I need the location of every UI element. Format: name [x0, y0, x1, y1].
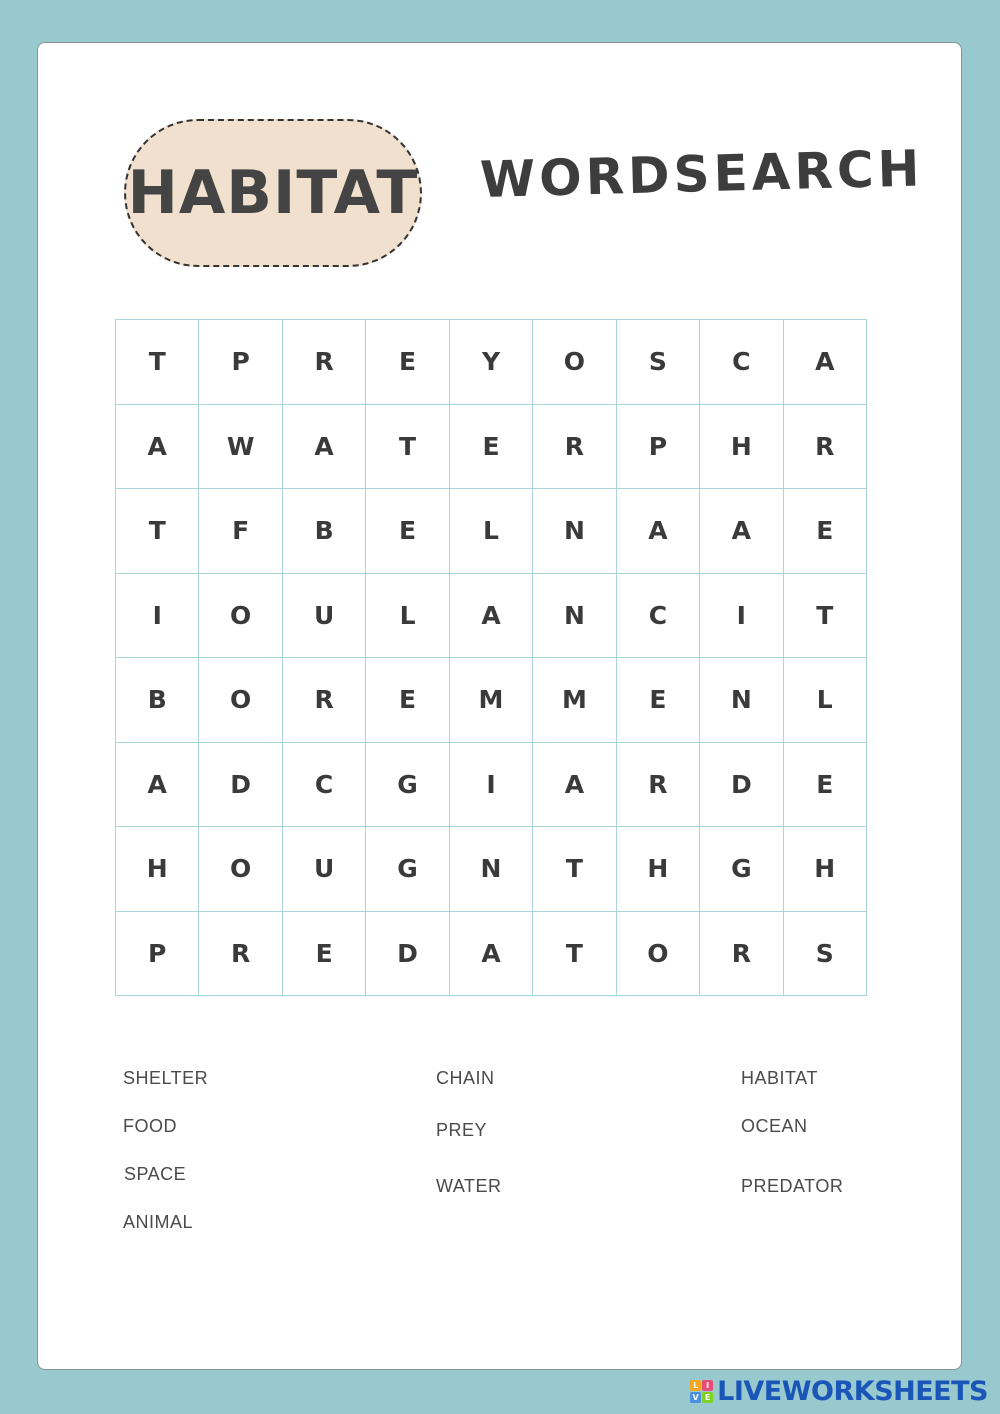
word-habitat: HABITAT — [741, 1068, 818, 1088]
grid-cell[interactable]: R — [784, 405, 867, 490]
title-badge — [124, 119, 422, 267]
wordsearch-grid — [115, 319, 867, 996]
worksheet-title: HABITAT — [127, 158, 419, 228]
grid-cell[interactable]: R — [617, 743, 700, 828]
grid-cell[interactable]: E — [784, 743, 867, 828]
grid-cell[interactable]: T — [784, 574, 867, 659]
grid-cell[interactable]: A — [450, 912, 533, 997]
grid-cell[interactable]: R — [283, 658, 366, 743]
grid-cell[interactable]: T — [116, 320, 199, 405]
grid-cell[interactable]: T — [366, 405, 449, 490]
grid-cell[interactable]: I — [450, 743, 533, 828]
grid-cell[interactable]: G — [700, 827, 783, 912]
worksheet-page — [37, 42, 962, 1370]
grid-cell[interactable]: A — [784, 320, 867, 405]
grid-cell[interactable]: T — [533, 827, 616, 912]
grid-cell[interactable]: I — [116, 574, 199, 659]
liveworksheets-badge-icon — [690, 1380, 713, 1403]
grid-cell[interactable]: C — [700, 320, 783, 405]
grid-cell[interactable]: M — [450, 658, 533, 743]
grid-cell[interactable]: G — [366, 827, 449, 912]
badge-letter: L — [690, 1380, 701, 1391]
grid-cell[interactable]: Y — [450, 320, 533, 405]
grid-cell[interactable]: C — [283, 743, 366, 828]
grid-cell[interactable]: E — [283, 912, 366, 997]
liveworksheets-logo[interactable] — [690, 1376, 988, 1407]
grid-cell[interactable]: S — [617, 320, 700, 405]
grid-cell[interactable]: N — [450, 827, 533, 912]
grid-cell[interactable]: F — [199, 489, 282, 574]
grid-cell[interactable]: P — [116, 912, 199, 997]
grid-cell[interactable]: E — [366, 658, 449, 743]
grid-cell[interactable]: T — [533, 912, 616, 997]
grid-cell[interactable]: L — [450, 489, 533, 574]
liveworksheets-brand: LIVEWORKSHEETS — [717, 1376, 988, 1407]
badge-letter: V — [690, 1392, 701, 1403]
grid-cell[interactable]: O — [199, 658, 282, 743]
word-ocean: OCEAN — [741, 1116, 808, 1136]
grid-cell[interactable]: A — [450, 574, 533, 659]
grid-cell[interactable]: U — [283, 574, 366, 659]
grid-cell[interactable]: L — [366, 574, 449, 659]
word-food: FOOD — [123, 1116, 177, 1136]
grid-cell[interactable]: O — [617, 912, 700, 997]
grid-cell[interactable]: A — [116, 405, 199, 490]
grid-cell[interactable]: D — [199, 743, 282, 828]
word-animal: ANIMAL — [123, 1212, 194, 1232]
word-water: WATER — [436, 1176, 502, 1196]
grid-cell[interactable]: P — [617, 405, 700, 490]
word-prey: PREY — [436, 1120, 488, 1140]
grid-cell[interactable]: S — [784, 912, 867, 997]
grid-cell[interactable]: R — [533, 405, 616, 490]
grid-cell[interactable]: G — [366, 743, 449, 828]
badge-letter: I — [702, 1380, 713, 1391]
grid-cell[interactable]: W — [199, 405, 282, 490]
grid-cell[interactable]: A — [700, 489, 783, 574]
grid-cell[interactable]: N — [533, 574, 616, 659]
grid-cell[interactable]: M — [533, 658, 616, 743]
grid-cell[interactable]: R — [283, 320, 366, 405]
grid-cell[interactable]: B — [283, 489, 366, 574]
grid-cell[interactable]: P — [199, 320, 282, 405]
word-predator: PREDATOR — [741, 1176, 844, 1196]
worksheet-subtitle: WORDSEARCH — [479, 139, 925, 209]
grid-cell[interactable]: U — [283, 827, 366, 912]
grid-cell[interactable]: I — [700, 574, 783, 659]
grid-cell[interactable]: E — [784, 489, 867, 574]
grid-cell[interactable]: E — [366, 320, 449, 405]
grid-cell[interactable]: N — [533, 489, 616, 574]
grid-cell[interactable]: E — [617, 658, 700, 743]
grid-cell[interactable]: A — [533, 743, 616, 828]
badge-letter: E — [702, 1392, 713, 1403]
word-chain: CHAIN — [436, 1068, 495, 1088]
grid-cell[interactable]: A — [617, 489, 700, 574]
word-space: SPACE — [124, 1164, 187, 1184]
grid-cell[interactable]: R — [199, 912, 282, 997]
grid-cell[interactable]: L — [784, 658, 867, 743]
grid-cell[interactable]: H — [617, 827, 700, 912]
grid-cell[interactable]: R — [700, 912, 783, 997]
grid-cell[interactable]: H — [116, 827, 199, 912]
grid-cell[interactable]: A — [283, 405, 366, 490]
grid-cell[interactable]: H — [784, 827, 867, 912]
grid-cell[interactable]: A — [116, 743, 199, 828]
grid-cell[interactable]: T — [116, 489, 199, 574]
grid-cell[interactable]: O — [199, 827, 282, 912]
word-shelter: SHELTER — [123, 1068, 209, 1088]
grid-cell[interactable]: E — [366, 489, 449, 574]
grid-cell[interactable]: O — [533, 320, 616, 405]
grid-cell[interactable]: C — [617, 574, 700, 659]
grid-cell[interactable]: N — [700, 658, 783, 743]
grid-cell[interactable]: D — [700, 743, 783, 828]
grid-cell[interactable]: E — [450, 405, 533, 490]
grid-cell[interactable]: O — [199, 574, 282, 659]
grid-cell[interactable]: D — [366, 912, 449, 997]
grid-cell[interactable]: H — [700, 405, 783, 490]
grid-cell[interactable]: B — [116, 658, 199, 743]
